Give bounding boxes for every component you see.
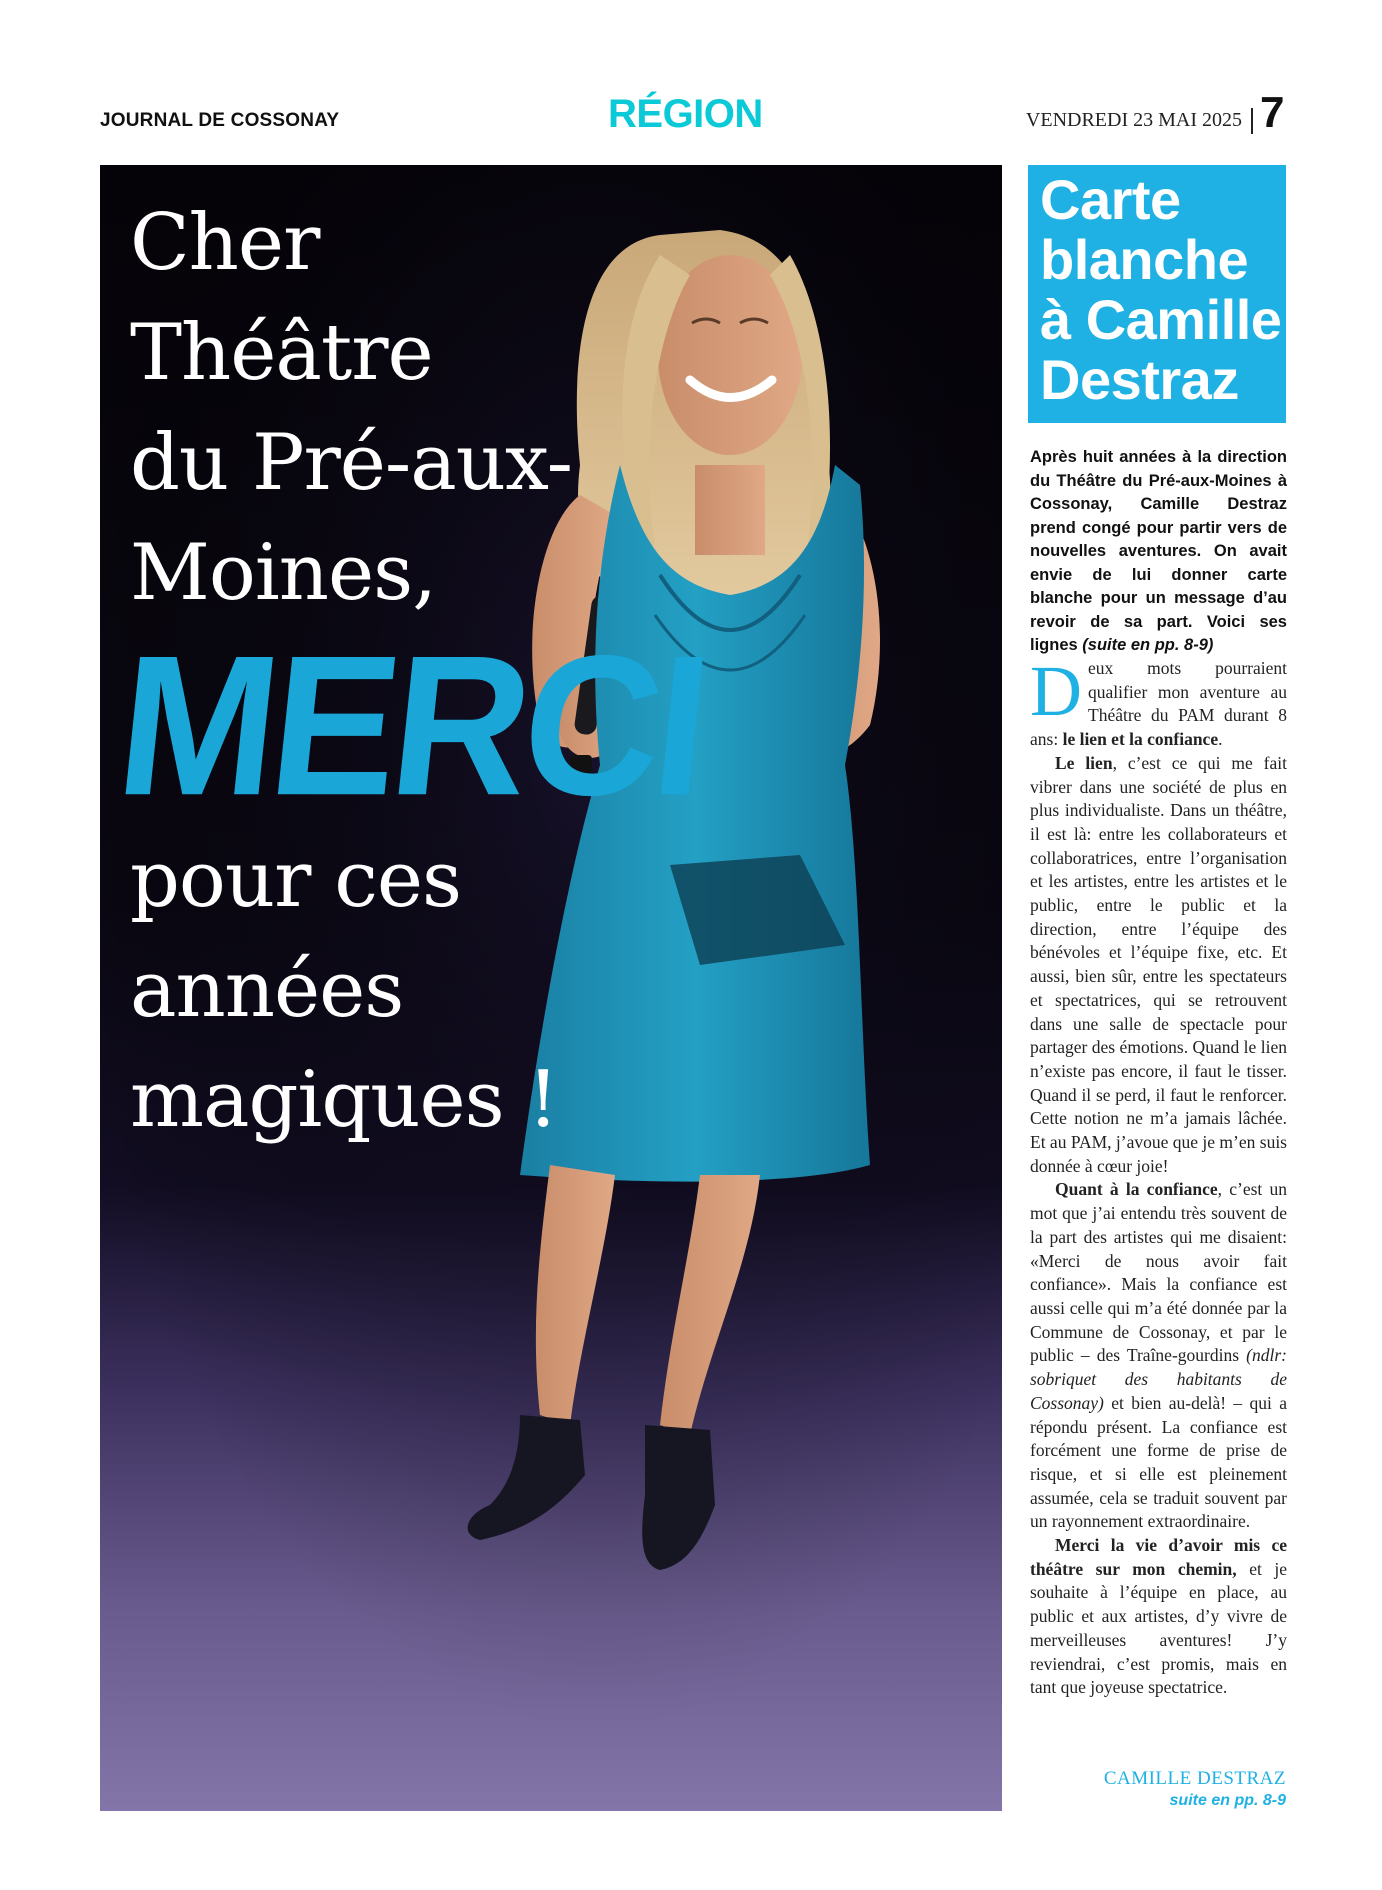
p4-text: et je souhaite à l’équipe en place, au public et aux artistes, d’y vivre de merveilleuses aventures! J’y reviendrai, c’est promis, mais en tant que joyeuse spectatrice. [1030, 1558, 1287, 1698]
p3-end: et bien au-delà! – qui a répondu présent. La confiance est forcément une forme de prise de risque, et si elle est pleinement assumée, cela se traduit souvent par un rayonnement extraordinaire. [1030, 1392, 1287, 1532]
drop-cap: D [1030, 651, 1082, 731]
p2-bold: Le lien [1055, 752, 1113, 773]
article-lede [1030, 446, 1287, 658]
article-body [1030, 651, 1287, 1700]
headline-line-1: Cher [130, 198, 320, 288]
paragraph-2 [1030, 752, 1287, 1179]
headline-line-2: Théâtre [130, 308, 433, 398]
p1-end: . [1218, 729, 1223, 750]
p3-bold: Quant à la confiance [1055, 1179, 1218, 1200]
headline-merci: MERCI [108, 614, 714, 838]
headline-line-4: Moines, [130, 528, 436, 618]
headline-line-7: magiques ! [130, 1055, 558, 1145]
paragraph-3 [1030, 1178, 1287, 1534]
headline-line-6: années [130, 945, 404, 1035]
issue-date: VENDREDI 23 MAI 2025 [1025, 109, 1242, 131]
p1-bold: le lien et la confiance [1062, 729, 1219, 750]
author-signature: CAMILLE DESTRAZ [1103, 1768, 1286, 1789]
continued-note: suite en pp. 8-9 [1169, 1792, 1286, 1809]
p4-bold: Merci la vie d’avoir mis ce théâtre sur mon chemin, [1030, 1535, 1287, 1579]
lede-reference: (suite en pp. 8-9) [1082, 636, 1214, 654]
p3-italic: (ndlr: sobriquet des habitants de Cossonay) [1030, 1345, 1287, 1413]
headline-line-3: du Pré-aux- [130, 418, 572, 508]
header-separator [1251, 108, 1253, 134]
headline [108, 188, 714, 1155]
headline-line-5: pour ces [130, 835, 462, 925]
paragraph-1 [1030, 651, 1287, 752]
p1-text: eux mots pourraient qualifier mon aventure au Théâtre du PAM durant 8 ans: [1030, 658, 1287, 750]
paragraph-4 [1030, 1534, 1287, 1700]
p2-text: , c’est ce qui me fait vibrer dans une société de plus en plus individualiste. Dans un théâtre, il est là: entre les collaborateurs et collaboratrices, entre l’organisation et les artistes, entre les artistes et le public, entre le public et la direction, entre l’équipe des bénévoles et l’équipe fixe, etc. Et aussi, bien sûr, entre les spectateurs et spectatrices, qui se retrouvent dans une salle de spectacle pour partager des émotions. Quand le lien n’existe pas encore, il faut le tisser. Quand il se perd, il faut le renforcer. Cette notion ne m’a jamais lâchée. Et au PAM, j’avoue que je m’en suis donnée à cœur joie! [1030, 752, 1287, 1176]
page-number: 7 [1260, 88, 1285, 137]
p3-text: , c’est un mot que j’ai entendu très souvent de la part des artistes qui me disaient: «Merci de nous avoir fait confiance». Mais la confiance est aussi celle qui m’a été donnée par la Commune de Cossonay, et par le public – des Traîne-gourdins [1030, 1179, 1287, 1366]
lede-text: Après huit années à la direction du Théâtre du Pré-aux-Moines à Cossonay, Camille Destraz prend congé pour partir vers de nouvelles aventures. On avait envie de lui donner carte blanche pour un message d’au revoir de sa part. Voici ses lignes [1030, 448, 1287, 654]
sidebar-title: Carte blanche à Camille Destraz [1040, 168, 1282, 411]
publication-name: JOURNAL DE COSSONAY [100, 110, 340, 131]
section-title: RÉGION [608, 92, 763, 136]
